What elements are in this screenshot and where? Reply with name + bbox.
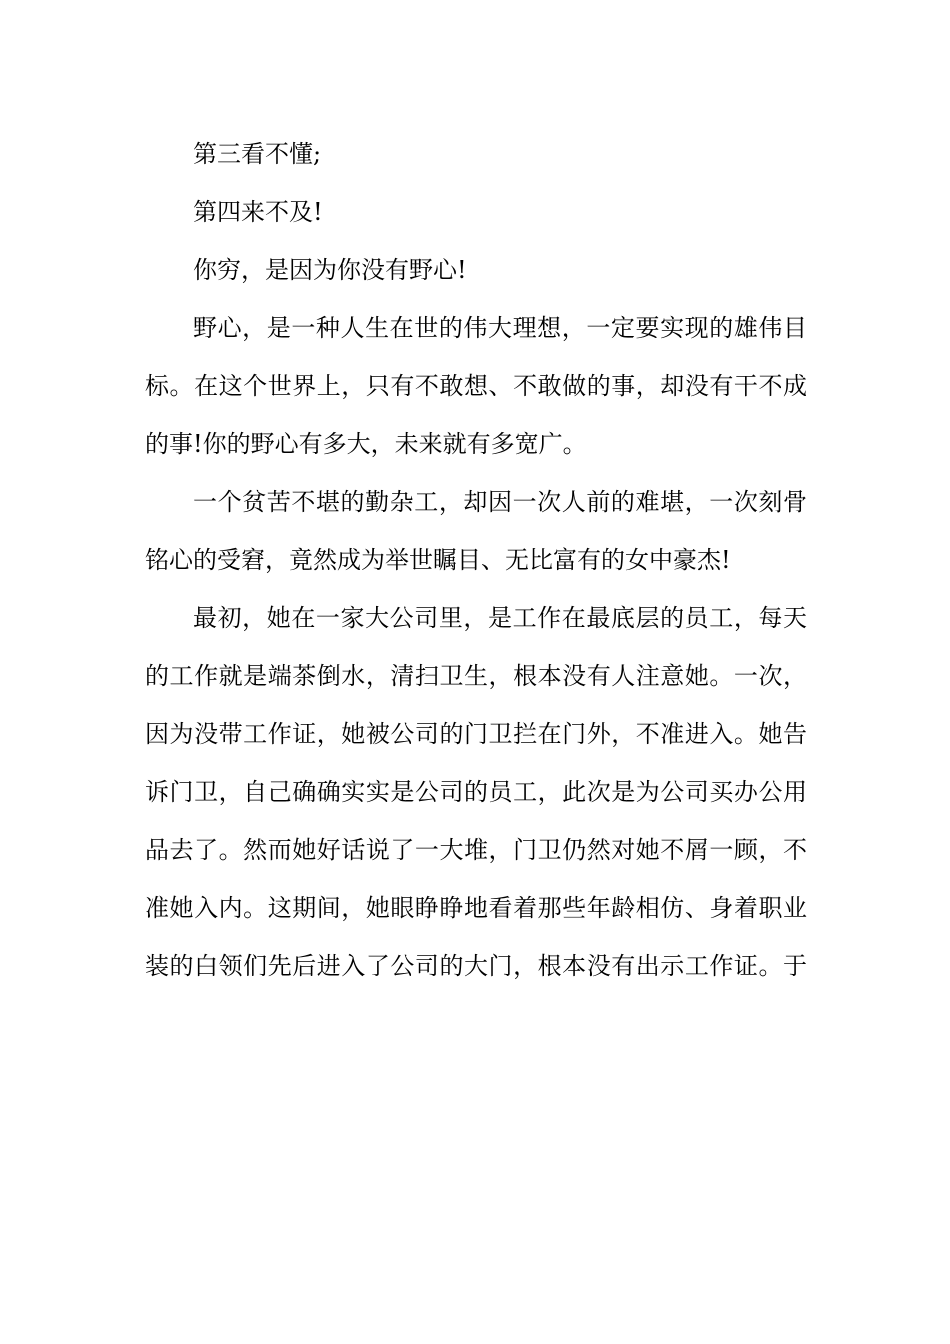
- text-line: 你穷，是因为你没有野心!: [193, 256, 467, 284]
- text-line: 诉门卫，自己确确实实是公司的员工，此次是为公司买办公用: [145, 778, 807, 806]
- text-line: 因为没带工作证，她被公司的门卫拦在门外，不准进入。她告: [145, 720, 807, 748]
- text-line: 的事!你的野心有多大，未来就有多宽广。: [145, 430, 587, 458]
- text-line: 第四来不及!: [193, 198, 323, 226]
- text-line: 一个贫苦不堪的勤杂工，却因一次人前的难堪，一次刻骨: [193, 488, 807, 516]
- text-line: 装的白领们先后进入了公司的大门，根本没有出示工作证。于: [145, 952, 807, 980]
- text-line: 标。在这个世界上，只有不敢想、不敢做的事，却没有干不成: [145, 372, 807, 400]
- body-text: [145, 125, 807, 995]
- text-line: 铭心的受窘，竟然成为举世瞩目、无比富有的女中豪杰!: [145, 546, 731, 574]
- text-line: 准她入内。这期间，她眼睁睁地看着那些年龄相仿、身着职业: [145, 894, 807, 922]
- text-line: 野心，是一种人生在世的伟大理想，一定要实现的雄伟目: [193, 314, 807, 342]
- text-line: 品去了。然而她好话说了一大堆，门卫仍然对她不屑一顾，不: [145, 836, 807, 864]
- text-line: 的工作就是端茶倒水，清扫卫生，根本没有人注意她。一次，: [145, 662, 807, 690]
- text-line: 第三看不懂;: [193, 140, 322, 168]
- text-line: 最初，她在一家大公司里，是工作在最底层的员工，每天: [193, 604, 807, 632]
